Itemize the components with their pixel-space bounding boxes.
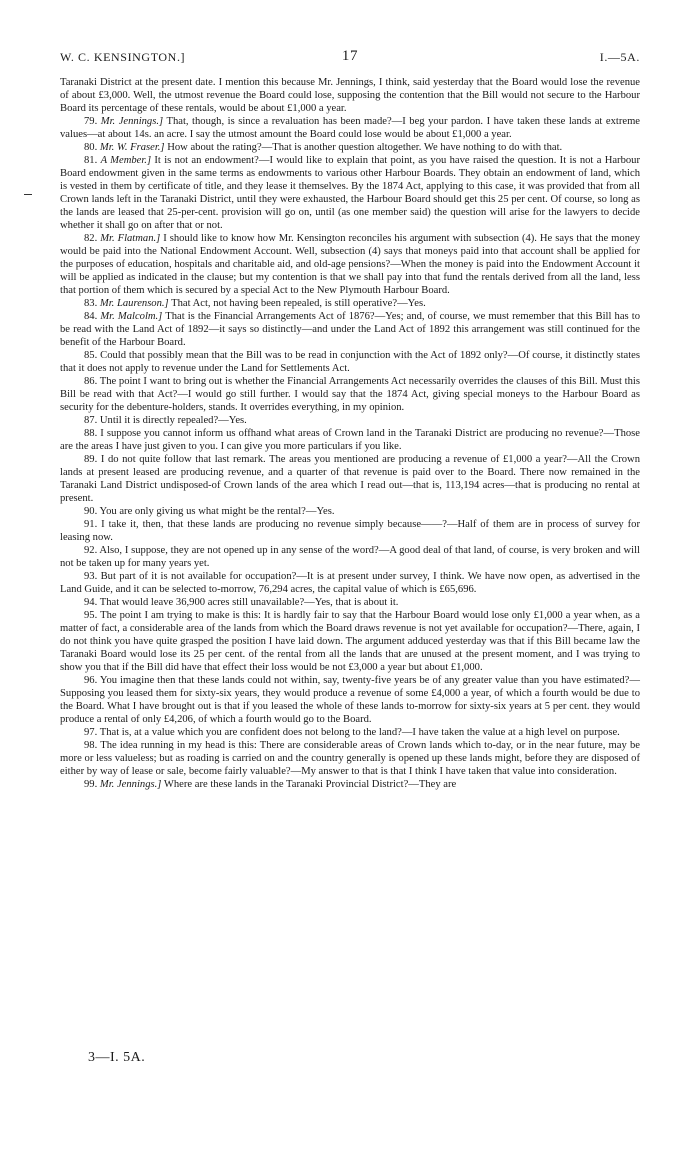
paragraph bbox=[60, 453, 640, 505]
paragraph-number: 92. bbox=[84, 545, 98, 556]
paragraph-text: Until it is directly repealed?—Yes. bbox=[99, 415, 247, 426]
document-body bbox=[60, 76, 640, 791]
paragraph bbox=[60, 115, 640, 141]
speaker-label: Mr. W. Fraser.] bbox=[99, 142, 165, 153]
paragraph-text: How about the rating?—That is another question altogether. We have nothing to do with that. bbox=[167, 142, 563, 153]
paragraph-number: 95. bbox=[84, 610, 98, 621]
paragraph-text: I suppose you cannot inform us offhand what areas of Crown land in the Taranaki District are producing no revenue?—Those are the areas I have just given to you. I can give you more particulars if you like. bbox=[60, 428, 640, 452]
paragraph bbox=[60, 375, 640, 414]
paragraph-text: That is, at a value which you are confident does not belong to the land?—I have taken the value at a high level on purpose. bbox=[99, 727, 620, 738]
paragraph-number: 98. bbox=[84, 740, 98, 751]
paragraph-text: The idea running in my head is this: There are considerable areas of Crown lands which to-day, or in the near future, may be more or less valueless; but as roading is carried on and the country generally is opened up these lands might, before they are disposed of either by way of lease or sale, become fairly valuable?—My answer to that is that I think I have taken that value into consideration. bbox=[60, 740, 640, 777]
paragraph-text: That, though, is since a revaluation has been made?—I beg your pardon. I have taken these lands at extreme values—at about 14s. an acre. I say the utmost amount the Board could lose would be about £1,000 a year. bbox=[60, 116, 641, 140]
paragraph bbox=[60, 297, 640, 310]
paragraph bbox=[60, 76, 640, 115]
paragraph-number: 94. bbox=[84, 597, 98, 608]
paragraph-number: 84. bbox=[84, 311, 98, 322]
paragraph bbox=[60, 778, 640, 791]
paragraph bbox=[60, 414, 640, 427]
paragraph-text: That Act, not having been repealed, is still operative?—Yes. bbox=[171, 298, 426, 309]
paragraph-number: 83. bbox=[84, 298, 98, 309]
paragraph bbox=[60, 609, 640, 674]
speaker-label: Mr. Flatman.] bbox=[100, 233, 161, 244]
paragraph-text: That is the Financial Arrangements Act of 1876?—Yes; and, of course, we must remember that this Bill has to be read with the Land Act of 1892—it says so distinctly—and under the Land Act of 1892 this arrangement was still continued for the benefit of the Harbour Board. bbox=[60, 311, 640, 348]
paragraph-text: The point I am trying to make is this: It is hardly fair to say that the Harbour Board would lose only £1,000 a year when, as a matter of fact, a considerable area of the lands from which the Board draws revenue is not yet available for occupation?—There, again, I do not think you have quite grasped the position I have laid down. The argument adduced yesterday was that if this Bill became law the Taranaki Board would lose its 25 per cent. of the rental from all the lands that are unused at the present moment, and I was trying to show you that if the Bill did have that effect their loss would be not £3,000 a year but about £1,000. bbox=[60, 610, 640, 673]
paragraph-text: I do not quite follow that last remark. The areas you mentioned are producing a revenue of £1,000 a year?—All the Crown lands at present leased are producing revenue, and a quarter of that revenue is paid over to the Board. There now remained in the Taranaki Land District undisposed-of Crown lands of the area which I read out—that is, 113,194 acres—that is producing no rental at present. bbox=[60, 454, 640, 504]
paragraph-number: 79. bbox=[84, 116, 98, 127]
paragraph-text: You are only giving us what might be the rental?—Yes. bbox=[99, 506, 335, 517]
paragraph-number: 96. bbox=[84, 675, 98, 686]
paragraph bbox=[60, 141, 640, 154]
paragraph bbox=[60, 674, 640, 726]
speaker-label: A Member.] bbox=[100, 155, 152, 166]
paragraph bbox=[60, 232, 640, 297]
paragraph-text: But part of it is not available for occupation?—It is at present under survey, I think. We have now open, as advertised in the Land Guide, and it can be selected to-morrow, 76,294 acres, the capital value of which is £65,696. bbox=[60, 571, 640, 595]
paragraph-text: Also, I suppose, they are not opened up in any sense of the word?—A good deal of that land, of course, is very broken and will not be taken up for many years yet. bbox=[60, 545, 640, 569]
speaker-label: Mr. Jennings.] bbox=[99, 779, 162, 790]
speaker-label: Mr. Jennings.] bbox=[100, 116, 164, 127]
paragraph-text: Taranaki District at the present date. I mention this because Mr. Jennings, I think, said yesterday that the Board would lose the revenue of about £3,000. Well, the utmost revenue the Board could lose, supposing the contention that the Bill would not secure to the Harbour Board its percentage of these rentals, would be about £1,000 a year. bbox=[60, 77, 640, 114]
paragraph-number: 99. bbox=[84, 779, 98, 790]
paragraph-text: I should like to know how Mr. Kensington reconciles his argument with subsection (4). He says that the money would be paid into the National Endowment Account. Well, subsection (4) says that moneys paid into that account shall be applied for the purposes of education, hospitals and charitable aid, and old-age pensions?—When the money is paid into the Endowment Account it will be applied as indicated in the clause; but my contention is that we shall pay into that fund the rentals derived from all the land, less that portion of them which is secured by a special Act to the New Plymouth Harbour Board. bbox=[60, 233, 641, 296]
paragraph-number: 89. bbox=[84, 454, 98, 465]
paragraph bbox=[60, 505, 640, 518]
paragraph-number: 91. bbox=[84, 519, 98, 530]
paragraph-text: It is not an endowment?—I would like to explain that point, as you have raised the question. It is not a Harbour Board endowment given in the same terms as endowments to various other Harbour Boards. They obtain an endowment of land, which is vested in them by certificate of title, and they lease it themselves. By the 1874 Act, applying to this case, it was provided that from all Crown lands left in the Taranaki District, until they were exhausted, the Harbour Board should get this 25 per cent. Of course, so long as the lands are leased that 25-per-cent. provision will go on, until (as one member said) the question will arise for the lawyers to decide whether it shall go on after that or not. bbox=[60, 155, 641, 231]
paragraph bbox=[60, 739, 640, 778]
paragraph-text: I take it, then, that these lands are producing no revenue simply because——?—Half of them are in process of survey for leasing now. bbox=[60, 519, 640, 543]
paragraph-text: Where are these lands in the Taranaki Provincial District?—They are bbox=[163, 779, 457, 790]
paragraph bbox=[60, 349, 640, 375]
paragraph bbox=[60, 427, 640, 453]
paragraph bbox=[60, 310, 640, 349]
paragraph-number: 88. bbox=[84, 428, 98, 439]
paragraph-text: That would leave 36,900 acres still unavailable?—Yes, that is about it. bbox=[99, 597, 399, 608]
paragraph-number: 81. bbox=[84, 155, 98, 166]
page-header bbox=[60, 50, 640, 68]
paragraph-text: You imagine then that these lands could not within, say, twenty-five years be of any greater value than you have estimated?—Supposing you leased them for sixty-six years, they would produce a revenue of some £4,000 a year, of which a fourth would be due to the Board. What I have brought out is that if you leased the whole of these lands to-morrow for sixty-six years at 5 per cent. they would produce a rental of only £4,206, of which a fourth would go to the Board. bbox=[60, 675, 640, 725]
paragraph bbox=[60, 596, 640, 609]
paper-reference: I.—5A. bbox=[599, 50, 640, 64]
paragraph-number: 93. bbox=[84, 571, 98, 582]
paragraph-number: 80. bbox=[84, 142, 98, 153]
header-witness: W. C. KENSINGTON.] bbox=[60, 50, 186, 64]
paragraph-number: 82. bbox=[84, 233, 98, 244]
margin-mark bbox=[24, 194, 32, 195]
paragraph-number: 87. bbox=[84, 415, 98, 426]
paragraph bbox=[60, 518, 640, 544]
paragraph bbox=[60, 570, 640, 596]
paragraph bbox=[60, 726, 640, 739]
paragraph-number: 90. bbox=[84, 506, 98, 517]
signature-mark: 3—I. 5A. bbox=[88, 1050, 146, 1065]
speaker-label: Mr. Malcolm.] bbox=[100, 311, 163, 322]
paragraph-number: 97. bbox=[84, 727, 98, 738]
paragraph bbox=[60, 544, 640, 570]
page-number: 17 bbox=[341, 48, 359, 64]
paragraph-number: 86. bbox=[84, 376, 98, 387]
paragraph-text: The point I want to bring out is whether the Financial Arrangements Act necessarily overrides the clauses of this Bill. Must this Bill be read with that Act?—I would go still further. I would say that the 1874 Act, giving special moneys to the Harbour Board as security for the debenture-holders, stands. It overrides everything, in my opinion. bbox=[60, 376, 640, 413]
paragraph-number: 85. bbox=[84, 350, 98, 361]
paragraph-text: Could that possibly mean that the Bill was to be read in conjunction with the Act of 1892 only?—Of course, it distinctly states that it does not apply to revenue under the Land for Settlements Act. bbox=[60, 350, 640, 374]
speaker-label: Mr. Laurenson.] bbox=[99, 298, 169, 309]
paragraph bbox=[60, 154, 640, 232]
